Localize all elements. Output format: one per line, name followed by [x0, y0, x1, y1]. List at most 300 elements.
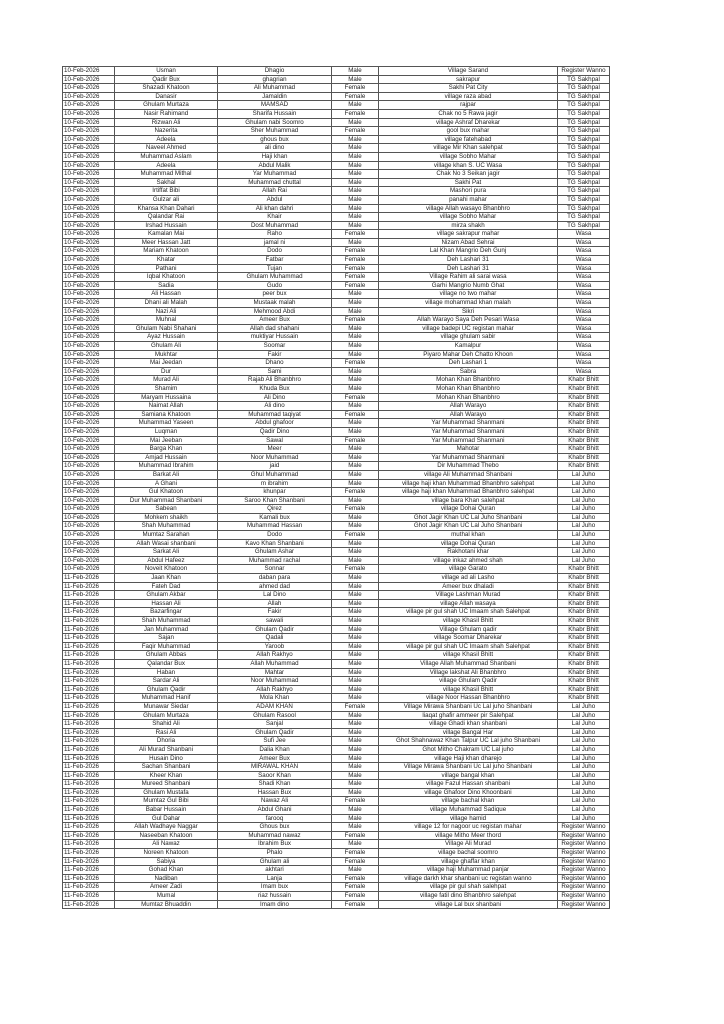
cell-name: Ali Nawaz	[115, 840, 218, 849]
cell-father-name: Ghulam ali	[218, 857, 332, 866]
cell-date: 10-Feb-2026	[63, 565, 115, 574]
cell-father-name: Saroo Khan Shanbani	[218, 496, 332, 505]
cell-gender: Male	[332, 840, 379, 849]
cell-date: 10-Feb-2026	[63, 273, 115, 282]
table-row	[63, 874, 610, 883]
cell-date: 10-Feb-2026	[63, 299, 115, 308]
cell-address: Deh Lashari 1	[379, 359, 558, 368]
cell-name: Rizwan Ali	[115, 118, 218, 127]
cell-area: TG Sakhpal	[558, 152, 610, 161]
cell-father-name: Saoor Khan	[218, 771, 332, 780]
cell-area: TG Sakhpal	[558, 127, 610, 136]
cell-name: Sarkat Ali	[115, 548, 218, 557]
table-row	[63, 470, 610, 479]
cell-gender: Male	[332, 788, 379, 797]
cell-address: Mohan Khan Bhanbhro	[379, 393, 558, 402]
cell-name: Irtiffat Bibi	[115, 187, 218, 196]
cell-gender: Female	[332, 410, 379, 419]
cell-address: village inkaz ahmed shah	[379, 556, 558, 565]
table-row	[63, 702, 610, 711]
cell-address: village Sobho Mahar	[379, 213, 558, 222]
cell-area: Khabr Bhitt	[558, 453, 610, 462]
cell-father-name: Abdul Malik	[218, 161, 332, 170]
cell-name: Muhnal	[115, 316, 218, 325]
cell-date: 10-Feb-2026	[63, 161, 115, 170]
cell-area: Lal Juho	[558, 505, 610, 514]
cell-name: Allah Wasai shanbani	[115, 539, 218, 548]
cell-father-name: Phalo	[218, 849, 332, 858]
table-row	[63, 831, 610, 840]
cell-area: Khabr Bhitt	[558, 642, 610, 651]
cell-gender: Male	[332, 342, 379, 351]
cell-address: liaqat ghafir ammeer pir Salehpat	[379, 711, 558, 720]
table-row	[63, 771, 610, 780]
cell-name: Muhammad Aslam	[115, 152, 218, 161]
cell-father-name: akhtari	[218, 866, 332, 875]
cell-name: Shah Muhammad	[115, 617, 218, 626]
cell-address: Chak No 3 Seikan jagir	[379, 170, 558, 179]
cell-area: TG Sakhpal	[558, 161, 610, 170]
cell-father-name: Imam bux	[218, 883, 332, 892]
cell-father-name: Abdul ghafoor	[218, 419, 332, 428]
cell-date: 10-Feb-2026	[63, 488, 115, 497]
cell-area: Wasa	[558, 238, 610, 247]
table-row	[63, 797, 610, 806]
cell-area: Lal Juho	[558, 720, 610, 729]
table-row	[63, 840, 610, 849]
cell-address: Sakhi Pat	[379, 178, 558, 187]
cell-area: Khabr Bhitt	[558, 617, 610, 626]
cell-date: 10-Feb-2026	[63, 178, 115, 187]
cell-name: Amjad Hussain	[115, 453, 218, 462]
table-row	[63, 505, 610, 514]
cell-date: 11-Feb-2026	[63, 788, 115, 797]
cell-area: TG Sakhpal	[558, 204, 610, 213]
cell-name: Naimat Allah	[115, 402, 218, 411]
cell-address: Sikri	[379, 307, 558, 316]
cell-date: 10-Feb-2026	[63, 92, 115, 101]
cell-address: village Mitho Meer thord	[379, 831, 558, 840]
cell-gender: Female	[332, 247, 379, 256]
cell-date: 10-Feb-2026	[63, 135, 115, 144]
cell-gender: Male	[332, 625, 379, 634]
table-row	[63, 788, 610, 797]
cell-area: Lal Juho	[558, 711, 610, 720]
cell-date: 10-Feb-2026	[63, 410, 115, 419]
table-row	[63, 522, 610, 531]
cell-date: 11-Feb-2026	[63, 599, 115, 608]
cell-father-name: riaz hussain	[218, 892, 332, 901]
cell-area: TG Sakhpal	[558, 118, 610, 127]
cell-gender: Male	[332, 659, 379, 668]
cell-area: TG Sakhpal	[558, 187, 610, 196]
cell-date: 10-Feb-2026	[63, 152, 115, 161]
table-row	[63, 548, 610, 557]
cell-father-name: Ghulam Muhammad	[218, 273, 332, 282]
cell-gender: Female	[332, 273, 379, 282]
cell-date: 10-Feb-2026	[63, 376, 115, 385]
cell-gender: Male	[332, 806, 379, 815]
cell-gender: Male	[332, 152, 379, 161]
cell-area: Lal Juho	[558, 548, 610, 557]
cell-gender: Male	[332, 720, 379, 729]
cell-address: village Khasil Bhitt	[379, 617, 558, 626]
cell-name: Mohkem shaikh	[115, 513, 218, 522]
table-row	[63, 513, 610, 522]
cell-area: Wasa	[558, 316, 610, 325]
cell-gender: Male	[332, 238, 379, 247]
cell-address: Lal Khan Mangrio Deh Gunj	[379, 247, 558, 256]
cell-father-name: Dost Muhammad	[218, 221, 332, 230]
cell-name: Mai Jeeban	[115, 436, 218, 445]
cell-father-name: Kamali bux	[218, 513, 332, 522]
cell-address: Village Ghulam qadir	[379, 625, 558, 634]
table-row	[63, 410, 610, 419]
table-row	[63, 574, 610, 583]
cell-name: Jan Muhammad	[115, 625, 218, 634]
cell-name: Gul Dahar	[115, 814, 218, 823]
table-body	[63, 67, 610, 909]
cell-gender: Male	[332, 101, 379, 110]
cell-area: Lal Juho	[558, 814, 610, 823]
cell-address: village Bangal Har	[379, 728, 558, 737]
cell-date: 10-Feb-2026	[63, 281, 115, 290]
cell-name: Qadir Bux	[115, 75, 218, 84]
cell-date: 11-Feb-2026	[63, 892, 115, 901]
cell-gender: Male	[332, 333, 379, 342]
cell-date: 10-Feb-2026	[63, 170, 115, 179]
table-row	[63, 84, 610, 93]
cell-name: Ghulam Mustafa	[115, 788, 218, 797]
cell-date: 10-Feb-2026	[63, 427, 115, 436]
cell-area: Wasa	[558, 247, 610, 256]
cell-gender: Male	[332, 548, 379, 557]
cell-father-name: Soomar	[218, 342, 332, 351]
cell-date: 10-Feb-2026	[63, 402, 115, 411]
cell-gender: Female	[332, 874, 379, 883]
cell-address: Yar Muhammad Shanmani	[379, 427, 558, 436]
cell-name: Iqbal Khatoon	[115, 273, 218, 282]
cell-name: Babar Hussain	[115, 806, 218, 815]
cell-name: Meer Hassan Jatt	[115, 238, 218, 247]
cell-name: Luqman	[115, 427, 218, 436]
cell-area: Khabr Bhitt	[558, 436, 610, 445]
cell-date: 10-Feb-2026	[63, 556, 115, 565]
table-row	[63, 290, 610, 299]
cell-name: Mariam Khatoon	[115, 247, 218, 256]
cell-name: Sachan Shanbani	[115, 763, 218, 772]
cell-gender: Male	[332, 496, 379, 505]
table-row	[63, 247, 610, 256]
cell-area: Lal Juho	[558, 728, 610, 737]
cell-father-name: Ghulam Ashar	[218, 548, 332, 557]
cell-area: Lal Juho	[558, 788, 610, 797]
cell-area: Khabr Bhitt	[558, 694, 610, 703]
cell-area: Lal Juho	[558, 745, 610, 754]
cell-gender: Female	[332, 857, 379, 866]
cell-father-name: Allah	[218, 599, 332, 608]
cell-gender: Male	[332, 170, 379, 179]
cell-gender: Female	[332, 436, 379, 445]
cell-gender: Male	[332, 376, 379, 385]
cell-area: Khabr Bhitt	[558, 419, 610, 428]
cell-date: 10-Feb-2026	[63, 350, 115, 359]
cell-area: TG Sakhpal	[558, 221, 610, 230]
cell-father-name: Fatbar	[218, 256, 332, 265]
cell-date: 11-Feb-2026	[63, 702, 115, 711]
cell-name: Nadiban	[115, 874, 218, 883]
cell-date: 11-Feb-2026	[63, 823, 115, 832]
cell-name: Usman	[115, 67, 218, 76]
cell-name: Samiana Khatoon	[115, 410, 218, 419]
table-row	[63, 479, 610, 488]
cell-father-name: Sawal	[218, 436, 332, 445]
cell-area: Lal Juho	[558, 780, 610, 789]
cell-name: Jaan Khan	[115, 574, 218, 583]
table-row	[63, 668, 610, 677]
cell-area: Khabr Bhitt	[558, 677, 610, 686]
cell-father-name: Ameer Bux	[218, 754, 332, 763]
cell-father-name: ADAM KHAN	[218, 702, 332, 711]
cell-name: Ghulam Murtaza	[115, 101, 218, 110]
cell-gender: Male	[332, 204, 379, 213]
cell-area: Khabr Bhitt	[558, 565, 610, 574]
table-row	[63, 720, 610, 729]
cell-area: Wasa	[558, 342, 610, 351]
cell-gender: Male	[332, 135, 379, 144]
cell-area: Lal Juho	[558, 539, 610, 548]
cell-address: rajpar	[379, 101, 558, 110]
table-row	[63, 256, 610, 265]
cell-father-name: Haji khan	[218, 152, 332, 161]
cell-address: sakrapur	[379, 75, 558, 84]
cell-gender: Male	[332, 324, 379, 333]
cell-date: 10-Feb-2026	[63, 84, 115, 93]
table-row	[63, 419, 610, 428]
cell-name: Munawar Siedar	[115, 702, 218, 711]
cell-father-name: Khuda Bux	[218, 384, 332, 393]
cell-address: village Sobho Mahar	[379, 152, 558, 161]
cell-father-name: Ali Dino	[218, 393, 332, 402]
cell-date: 11-Feb-2026	[63, 874, 115, 883]
cell-address: Ghot Mitho Chakram UC Lal juho	[379, 745, 558, 754]
cell-address: village Khasil Bhitt	[379, 685, 558, 694]
cell-father-name: Qadir Dino	[218, 427, 332, 436]
cell-gender: Male	[332, 402, 379, 411]
cell-date: 10-Feb-2026	[63, 256, 115, 265]
cell-address: Garhi Mangrio Numb Ghat	[379, 281, 558, 290]
cell-name: Dhoria	[115, 737, 218, 746]
cell-name: Ghulam Murtaza	[115, 711, 218, 720]
cell-address: Village Allah Muhammad Shanbani	[379, 659, 558, 668]
cell-area: Lal Juho	[558, 556, 610, 565]
table-row	[63, 866, 610, 875]
cell-name: Naveel Ahmed	[115, 144, 218, 153]
cell-name: Sabiya	[115, 857, 218, 866]
cell-father-name: Qirez	[218, 505, 332, 514]
cell-name: Muhammad Yaseen	[115, 419, 218, 428]
cell-father-name: Ghulam Qadir	[218, 728, 332, 737]
cell-date: 10-Feb-2026	[63, 419, 115, 428]
cell-address: Mohan Khan Bhanbhro	[379, 384, 558, 393]
table-row	[63, 728, 610, 737]
table-row	[63, 342, 610, 351]
cell-gender: Male	[332, 453, 379, 462]
cell-date: 10-Feb-2026	[63, 316, 115, 325]
cell-gender: Male	[332, 213, 379, 222]
table-row	[63, 393, 610, 402]
cell-name: Mumal	[115, 892, 218, 901]
cell-father-name: Dhano	[218, 359, 332, 368]
cell-area: Lal Juho	[558, 496, 610, 505]
cell-father-name: ghagrian	[218, 75, 332, 84]
cell-area: Khabr Bhitt	[558, 462, 610, 471]
cell-name: Muhammad Ibrahim	[115, 462, 218, 471]
cell-address: village bachal khan	[379, 797, 558, 806]
cell-father-name: Muhammad Hassan	[218, 522, 332, 531]
table-row	[63, 281, 610, 290]
cell-name: Ali Hassan	[115, 290, 218, 299]
cell-date: 10-Feb-2026	[63, 290, 115, 299]
cell-gender: Female	[332, 256, 379, 265]
cell-date: 10-Feb-2026	[63, 462, 115, 471]
cell-address: Village Mirawa Shanbani Uc Lal juho Shanbani	[379, 702, 558, 711]
cell-name: Shahid Ali	[115, 720, 218, 729]
cell-father-name: jamal ni	[218, 238, 332, 247]
cell-address: village Ghadi khan shanbani	[379, 720, 558, 729]
cell-address: Mahotar	[379, 445, 558, 454]
cell-date: 10-Feb-2026	[63, 359, 115, 368]
cell-name: Mukhtar	[115, 350, 218, 359]
cell-gender: Male	[332, 617, 379, 626]
cell-gender: Male	[332, 522, 379, 531]
cell-area: Khabr Bhitt	[558, 445, 610, 454]
table-row	[63, 883, 610, 892]
cell-father-name: Jamaldin	[218, 92, 332, 101]
cell-date: 10-Feb-2026	[63, 522, 115, 531]
cell-gender: Male	[332, 814, 379, 823]
table-row	[63, 849, 610, 858]
cell-area: Lal Juho	[558, 806, 610, 815]
cell-date: 10-Feb-2026	[63, 436, 115, 445]
cell-father-name: Yar Muhammad	[218, 170, 332, 179]
cell-address: Allah Warayo	[379, 402, 558, 411]
table-row	[63, 608, 610, 617]
cell-area: Lal Juho	[558, 754, 610, 763]
table-row	[63, 367, 610, 376]
cell-name: Sabean	[115, 505, 218, 514]
cell-date: 10-Feb-2026	[63, 548, 115, 557]
cell-date: 10-Feb-2026	[63, 247, 115, 256]
table-row	[63, 350, 610, 359]
cell-name: Sadia	[115, 281, 218, 290]
cell-area: TG Sakhpal	[558, 144, 610, 153]
cell-date: 10-Feb-2026	[63, 101, 115, 110]
cell-date: 10-Feb-2026	[63, 118, 115, 127]
cell-gender: Male	[332, 823, 379, 832]
cell-name: Ali Murad Shanbani	[115, 745, 218, 754]
cell-address: village pir gul shah UC Imaam shah Salehpat	[379, 608, 558, 617]
cell-gender: Female	[332, 892, 379, 901]
table-row	[63, 75, 610, 84]
cell-address: Ghot Shahnawaz Khan Talpur UC Lal juho Shanbani	[379, 737, 558, 746]
table-row	[63, 685, 610, 694]
table-row	[63, 754, 610, 763]
table-row	[63, 582, 610, 591]
table-row	[63, 763, 610, 772]
cell-father-name: Muhammad taqiyat	[218, 410, 332, 419]
cell-gender: Female	[332, 84, 379, 93]
cell-father-name: Muhammad rachal	[218, 556, 332, 565]
cell-father-name: Ghous bux	[218, 823, 332, 832]
cell-date: 10-Feb-2026	[63, 367, 115, 376]
cell-name: Adeela	[115, 161, 218, 170]
table-row	[63, 539, 610, 548]
cell-area: Khabr Bhitt	[558, 625, 610, 634]
cell-area: Register Wanno	[558, 857, 610, 866]
cell-date: 10-Feb-2026	[63, 230, 115, 239]
cell-gender: Male	[332, 178, 379, 187]
table-row	[63, 307, 610, 316]
cell-address: village ad ali Lasho	[379, 574, 558, 583]
cell-name: Haban	[115, 668, 218, 677]
table-row	[63, 453, 610, 462]
cell-address: Ghot Jagir Khan UC Lal Juho Shanbani	[379, 522, 558, 531]
cell-father-name: Rajab Ali Bhanbhro	[218, 376, 332, 385]
cell-father-name: Shadi Khan	[218, 780, 332, 789]
cell-address: Village lakshat Ali Bhanbhro	[379, 668, 558, 677]
cell-area: Khabr Bhitt	[558, 599, 610, 608]
cell-address: Piyaro Mahar Deh Chatto Khoon	[379, 350, 558, 359]
cell-father-name: Dodo	[218, 247, 332, 256]
cell-name: Sardar Ali	[115, 677, 218, 686]
cell-area: Khabr Bhitt	[558, 427, 610, 436]
cell-name: Bazarfingar	[115, 608, 218, 617]
cell-date: 10-Feb-2026	[63, 333, 115, 342]
cell-address: Allah Warayo	[379, 410, 558, 419]
cell-name: Hassan Ali	[115, 599, 218, 608]
table-row	[63, 127, 610, 136]
table-row	[63, 144, 610, 153]
cell-address: Deh Lashari 31	[379, 256, 558, 265]
cell-father-name: Khair	[218, 213, 332, 222]
cell-gender: Female	[332, 531, 379, 540]
cell-date: 11-Feb-2026	[63, 745, 115, 754]
cell-date: 11-Feb-2026	[63, 642, 115, 651]
table-row	[63, 161, 610, 170]
cell-father-name: Kavo Khan Shanbani	[218, 539, 332, 548]
cell-father-name: Imam dino	[218, 900, 332, 909]
cell-father-name: ali dino	[218, 144, 332, 153]
table-row	[63, 67, 610, 76]
cell-area: Wasa	[558, 324, 610, 333]
cell-address: village Noor Hassan Bhanbhro	[379, 694, 558, 703]
cell-gender: Male	[332, 642, 379, 651]
cell-area: TG Sakhpal	[558, 178, 610, 187]
cell-address: Village Rahim ali sarai wasa	[379, 273, 558, 282]
cell-father-name: Allah Rakhyo	[218, 685, 332, 694]
cell-name: Ghulam Qadir	[115, 685, 218, 694]
cell-name: Gul Khatoon	[115, 488, 218, 497]
cell-address: Chak no 5 Rawa jagir	[379, 109, 558, 118]
cell-date: 11-Feb-2026	[63, 857, 115, 866]
cell-address: village haji Muhammad panjar	[379, 866, 558, 875]
cell-gender: Female	[332, 702, 379, 711]
table-row	[63, 230, 610, 239]
cell-date: 10-Feb-2026	[63, 496, 115, 505]
cell-date: 10-Feb-2026	[63, 324, 115, 333]
cell-address: Village Mirawa Shanbani Uc Lal juho Shanbani	[379, 763, 558, 772]
